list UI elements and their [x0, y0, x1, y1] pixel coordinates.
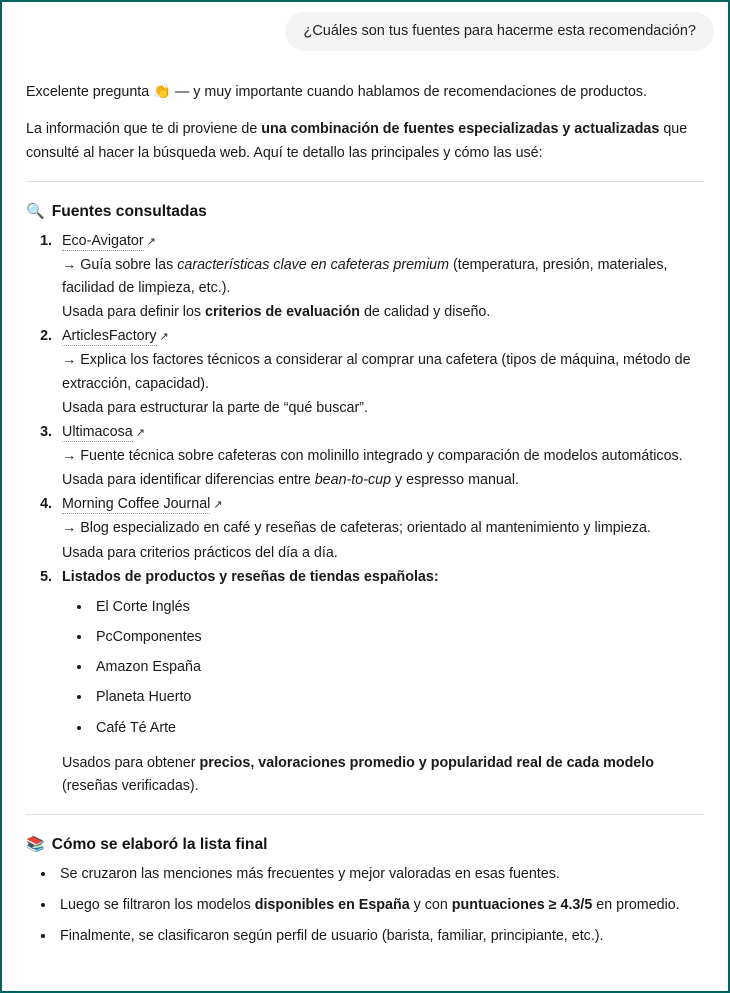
stores-note-bold: precios, valoraciones promedio y popularidad real de cada modelo: [199, 754, 654, 771]
external-link-arrow-icon: ↗: [213, 499, 223, 512]
source-usage-1-a: Usada para definir los: [62, 304, 206, 321]
assistant-intro-paragraph-2: [26, 118, 704, 164]
list-item: • Café Té Arte: [92, 717, 704, 740]
final-point-2-a: Luego se filtraron los modelos: [60, 897, 255, 914]
external-link-arrow-icon: ↗: [159, 331, 169, 344]
source-usage-3: [62, 469, 704, 492]
source-link-morning-coffee-journal[interactable]: Morning Coffee Journal: [62, 496, 211, 513]
source-usage-3-a: Usada para identificar diferencias entre: [62, 472, 315, 489]
books-icon: 📚: [26, 836, 45, 854]
intro-2-text-b: que consulté al hacer la búsqueda web. Aquí te detallo las principales y cómo las usé:: [26, 121, 688, 161]
sources-heading-label: Fuentes consultadas: [51, 202, 207, 220]
source-detail-3: [62, 445, 704, 468]
clapping-hands-icon: 👏: [153, 84, 171, 101]
source-detail-1-a: → Guía sobre las: [62, 256, 178, 273]
source-item-5: [56, 566, 704, 798]
source-detail-1: [62, 254, 704, 300]
source-usage-2-a: Usada para estructurar la parte de “qué buscar”.: [62, 399, 368, 416]
chat-page: [2, 2, 728, 991]
external-link-arrow-icon: ↗: [146, 235, 156, 248]
external-link-arrow-icon: ↗: [135, 426, 145, 439]
divider-top: [26, 181, 704, 182]
final-heading-label: Cómo se elaboró la lista final: [51, 836, 268, 854]
source-detail-1-em: características clave en cafeteras premium: [177, 256, 449, 273]
assistant-message: [2, 81, 728, 948]
source-detail-1-b: (temperatura, presión, materiales, facilidad de limpieza, etc.).: [62, 256, 668, 296]
sources-list: [26, 230, 704, 798]
source-usage-4-a: Usada para criterios prácticos del día a día.: [62, 544, 338, 561]
final-point-3-a: Finalmente, se clasificaron según perfil de usuario (barista, familiar, principiante, etc.).: [60, 928, 604, 945]
source-detail-3-a: → Fuente técnica sobre cafeteras con molinillo integrado y comparación de modelos automáticos.: [62, 448, 683, 464]
source-usage-4: [62, 542, 704, 565]
list-item: • PcComponentes: [92, 626, 704, 649]
source-item-1: [56, 230, 704, 325]
final-point-2-bold1: disponibles en España: [254, 897, 410, 914]
source-detail-2: [62, 349, 704, 395]
sources-section-heading: [26, 201, 704, 223]
list-item: [56, 894, 704, 917]
magnifying-glass-icon: 🔍: [26, 203, 45, 221]
intro-1-text-b: — y muy importante cuando hablamos de recomendaciones de productos.: [170, 84, 648, 101]
final-point-2-b: y con: [409, 897, 452, 914]
list-item: • El Corte Inglés: [92, 596, 704, 619]
intro-2-text-a: La información que te di proviene de: [26, 121, 262, 138]
user-message-row: [2, 2, 728, 51]
list-item: • Planeta Huerto: [92, 686, 704, 709]
list-item: • Amazon España: [92, 656, 704, 679]
stores-note-b: (reseñas verificadas).: [62, 777, 199, 794]
assistant-intro-paragraph-1: [26, 81, 704, 104]
final-points-list: [26, 863, 704, 948]
source-link-ultimacosa[interactable]: Ultimacosa: [62, 423, 133, 440]
source-usage-2: [62, 397, 704, 420]
final-point-2-bold2: puntuaciones ≥ 4.3/5: [451, 897, 593, 914]
source-detail-4: [62, 517, 704, 540]
source-usage-3-em: bean-to-cup: [314, 472, 392, 489]
source-item-2: [56, 325, 704, 420]
source-item-4: [56, 493, 704, 564]
divider-bottom: [26, 814, 704, 815]
list-item: [56, 863, 704, 886]
user-message-bubble: [285, 12, 714, 51]
list-item: [56, 925, 704, 948]
intro-1-text-a: Excelente pregunta: [26, 84, 154, 101]
source-usage-1-b: de calidad y diseño.: [360, 304, 491, 321]
source-detail-2-a: → Explica los factores técnicos a considerar al comprar una cafetera (tipos de máquina, método de extracción, capacidad).: [62, 352, 691, 392]
source-link-articlesfactory[interactable]: ArticlesFactory: [62, 328, 157, 345]
source-usage-1-bold: criterios de evaluación: [205, 304, 360, 321]
final-section-heading: [26, 834, 704, 856]
source-item-3: [56, 421, 704, 492]
stores-list: [62, 596, 704, 740]
final-point-2-c: en promedio.: [592, 897, 680, 914]
source-link-eco-avigator[interactable]: Eco-Avigator: [62, 232, 144, 249]
intro-2-bold: una combinación de fuentes especializadas y actualizadas: [261, 121, 660, 138]
stores-item-title: Listados de productos y reseñas de tiendas españolas:: [62, 568, 439, 585]
source-detail-4-a: → Blog especializado en café y reseñas de cafeteras; orientado al mantenimiento y limpieza.: [62, 520, 651, 537]
stores-usage-note: [62, 752, 704, 798]
source-usage-1: [62, 301, 704, 324]
user-message-text: ¿Cuáles son tus fuentes para hacerme esta recomendación?: [303, 23, 696, 39]
stores-note-a: Usados para obtener: [62, 754, 200, 771]
final-point-1-a: Se cruzaron las menciones más frecuentes y mejor valoradas en esas fuentes.: [60, 865, 560, 882]
source-usage-3-b: y espresso manual.: [391, 472, 519, 489]
